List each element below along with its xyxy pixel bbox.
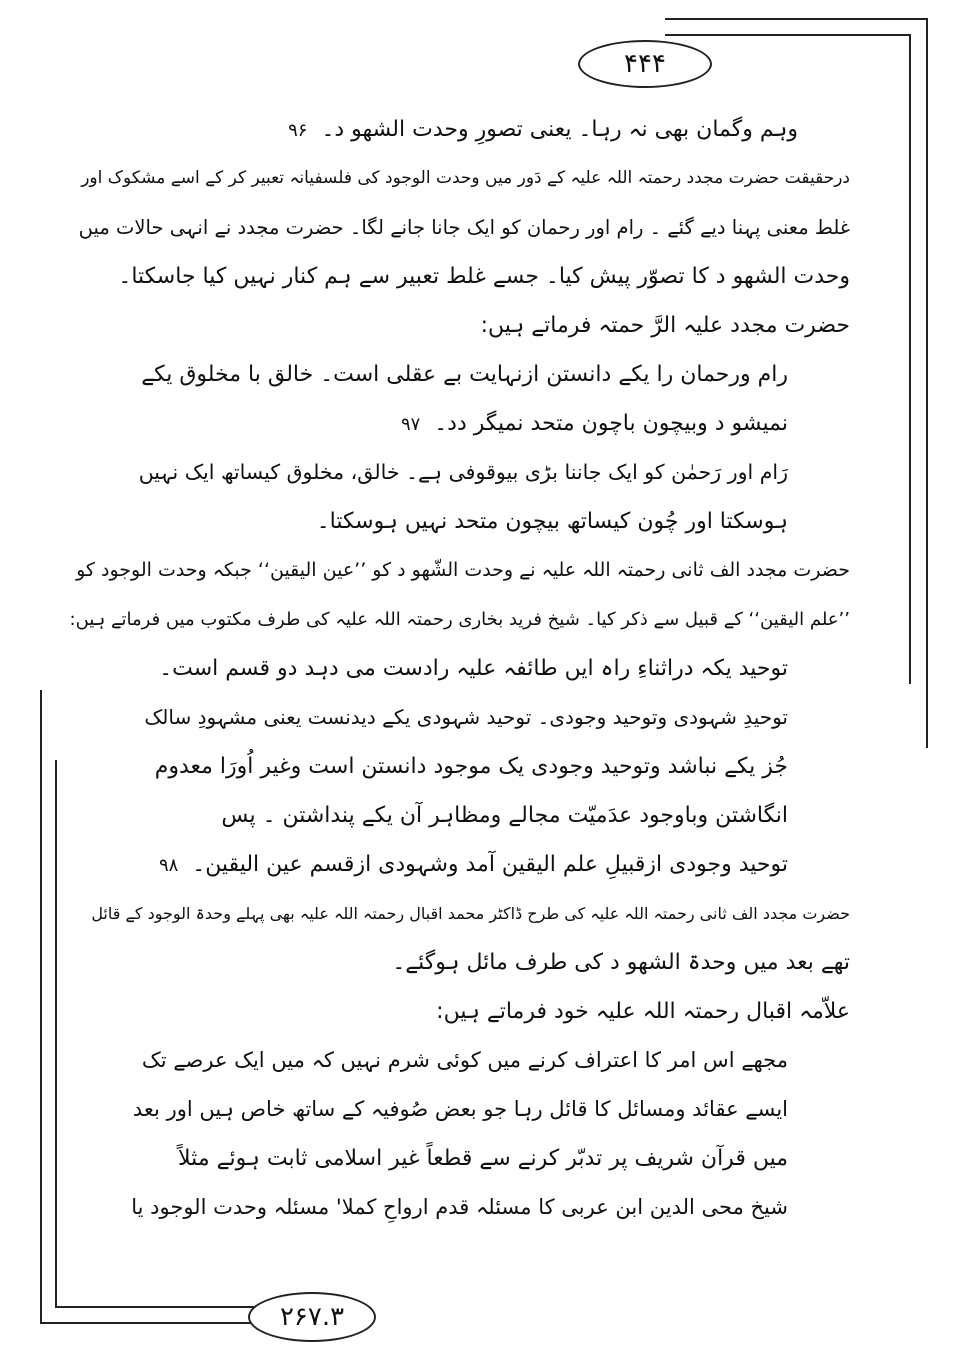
- quote-line: توحیدِ شہودی وتوحید وجودی۔ توحید شہودی یکے دیدنست یعنی مشہودِ سالک: [144, 705, 788, 729]
- page-number: ۴۴۴: [624, 49, 666, 79]
- footer-code-badge: [248, 1292, 376, 1342]
- text-line: حضرت مجدد الف ثانی رحمتہ اللہ علیہ نے وحدت الشّھو د کو ’’عین الیقین‘‘ جبکہ وحدت الوجود کو: [76, 559, 850, 581]
- quote-line: مجھے اس امر کا اعتراف کرنے میں کوئی شرم نہیں کہ میں ایک عرصے تک: [141, 1048, 788, 1072]
- text-line: تھے بعد میں وحدۃ الشھو د کی طرف مائل ہوگئے۔: [392, 950, 850, 975]
- text-line: وہم وگمان بھی نہ رہا۔ یعنی تصورِ وحدت الشھو د۔۹۶: [288, 117, 798, 142]
- section-heading: علاّمہ اقبال رحمتہ اللہ علیہ خود فرماتے ہیں:: [436, 999, 850, 1024]
- frame-top-inner: [665, 34, 910, 36]
- text-line: غلط معنی پہنا دیے گئے ۔ رام اور رحمان کو ایک جانا جانے لگا۔ حضرت مجدد نے انہی حالات میں: [78, 216, 850, 239]
- quote-line: شیخ محی الدین ابن عربی کا مسئلہ قدم ارواحِ کملا' مسئلہ وحدت الوجود یا: [131, 1195, 788, 1219]
- section-heading: حضرت مجدد علیہ الرَّ حمتہ فرماتے ہیں:: [480, 313, 850, 338]
- footnote-marker: ۹۸: [158, 855, 179, 876]
- text-line: درحقیقت حضرت مجدد رحمتہ اللہ علیہ کے دَور میں وحدت الوجود کی فلسفیانہ تعبیر کر کے اسے مشکوک اور: [81, 168, 850, 188]
- quote-line: رَام اور رَحمٰن کو ایک جاننا بڑی بیوقوفی ہے۔ خالق، مخلوق کیساتھ ایک نہیں: [138, 460, 788, 484]
- text-line: حضرت مجدد الف ثانی رحمتہ اللہ علیہ کی طرح ڈاکٹر محمد اقبال رحمتہ اللہ علیہ بھی پہلے وحدۃ الوجود کے قائل: [91, 904, 850, 923]
- quote-line: انگاشتن وباوجود عدَمیّت مجالے ومظاہر آن یکے پنداشتن ۔ پس: [221, 803, 788, 828]
- quote-line: نمیشو د وبیچون باچون متحد نمیگر دد۔۹۷: [400, 411, 788, 436]
- text-line: وحدت الشھو د کا تصوّر پیش کیا۔ جسے غلط تعبیر سے ہم کنار نہیں کیا جاسکتا۔: [118, 264, 850, 289]
- text-line: ’’علم الیقین‘‘ کے قبیل سے ذکر کیا۔ شیخ فرید بخاری رحمتہ اللہ علیہ کی طرف مکتوب میں فرماتے ہیں:: [70, 609, 850, 630]
- quote-line: ہوسکتا اور چُون کیساتھ بیچون متحد نہیں ہوسکتا۔: [316, 509, 788, 534]
- footnote-marker: ۹۶: [288, 120, 308, 141]
- quote-line: میں قرآن شریف پر تدبّر کرنے سے قطعاً غیر اسلامی ثابت ہوئے مثلاً: [178, 1146, 788, 1171]
- frame-right-outer: [926, 18, 928, 748]
- frame-top-outer: [665, 18, 927, 20]
- quote-line: ایسے عقائد ومسائل کا قائل رہا جو بعض صُوفیہ کے ساتھ خاص ہیں اور بعد: [132, 1097, 788, 1121]
- page-number-badge: [578, 40, 712, 88]
- quote-line: رام ورحمان را یکے دانستن ازنہایت بے عقلی است۔ خالق با مخلوق یکے: [141, 362, 788, 387]
- frame-right-inner: [909, 34, 911, 684]
- quote-line: توحید وجودی ازقبیلِ علم الیقین آمد وشہودی ازقسم عین الیقین۔۹۸: [158, 852, 788, 877]
- quote-line: جُز یکے نباشد وتوحید وجودی یک موجود دانستن است وغیر اُورَا معدوم: [154, 754, 788, 779]
- frame-left-outer: [40, 690, 42, 1322]
- frame-left-inner: [55, 760, 57, 1306]
- footer-code: ۲۶۷.۳: [279, 1302, 345, 1332]
- quote-line: توحید یکہ دراثناءِ راہ ایں طائفہ علیہ رادست می دہد دو قسم است۔: [159, 656, 788, 681]
- page-body: [70, 105, 850, 1232]
- footnote-marker: ۹۷: [400, 414, 421, 435]
